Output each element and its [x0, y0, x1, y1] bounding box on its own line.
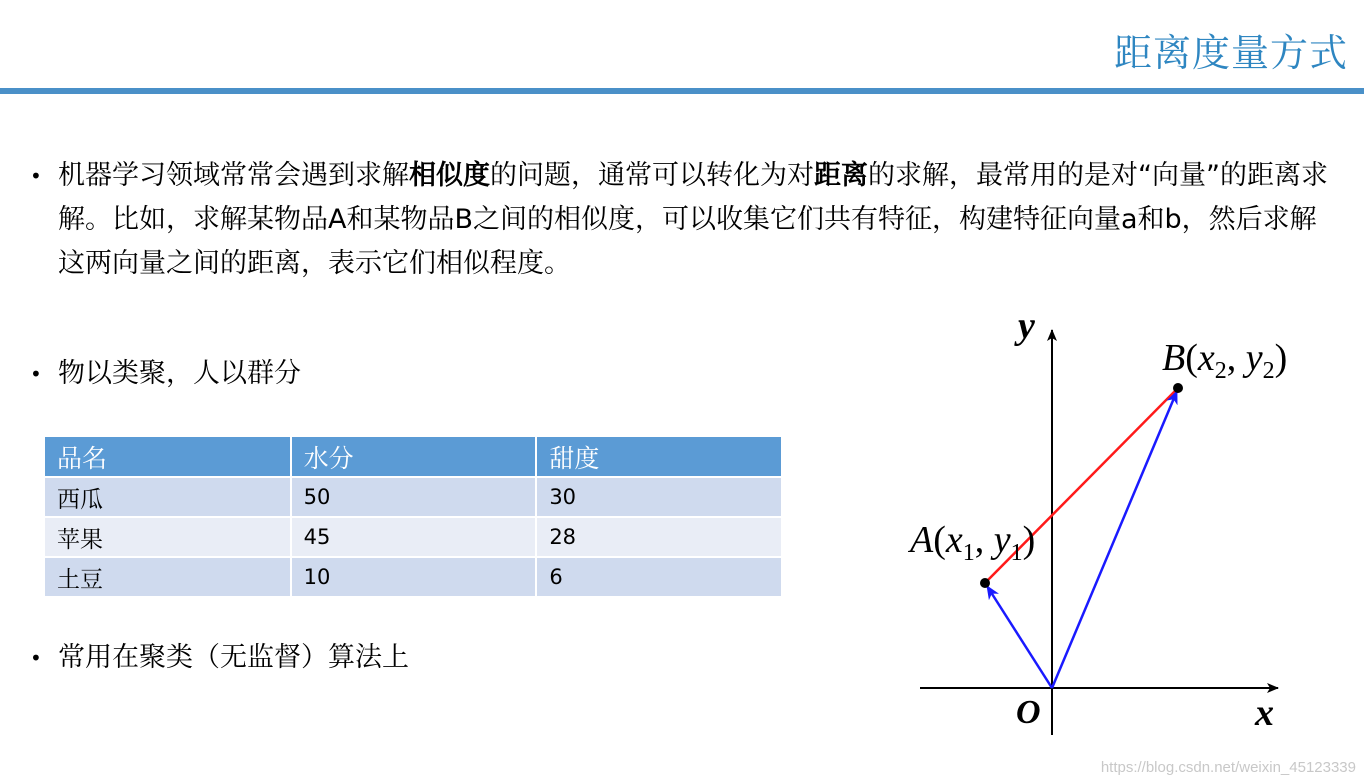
- point-a-y-sub: 1: [1010, 540, 1023, 566]
- column-header: 水分: [291, 437, 537, 477]
- bullet-text: [58, 154, 1340, 286]
- table-row: [45, 517, 782, 557]
- bullet-dot: •: [30, 646, 42, 670]
- table-cell: 苹果: [45, 517, 291, 557]
- table-cell: 30: [536, 477, 782, 517]
- table-header-row: [45, 437, 782, 477]
- bullet-dot: •: [30, 362, 42, 386]
- table-cell: 28: [536, 517, 782, 557]
- bullet-item-usage: [30, 636, 409, 680]
- bullet-dot: •: [30, 164, 42, 188]
- table-row: [45, 557, 782, 597]
- point-a-x-var: x: [945, 519, 963, 561]
- point-b-marker: [1173, 383, 1183, 393]
- vector-distance-diagram: [900, 300, 1320, 740]
- title-divider: [0, 88, 1364, 94]
- point-a-y-var: y: [993, 519, 1011, 561]
- origin-label: O: [1016, 694, 1041, 731]
- table-cell: 土豆: [45, 557, 291, 597]
- bold-term-similarity: 相似度: [409, 160, 490, 191]
- bold-term-distance: 距离: [814, 160, 868, 191]
- vector-ob: [1052, 391, 1177, 688]
- source-watermark: https://blog.csdn.net/weixin_45123339: [1100, 759, 1356, 776]
- bullet-item-similarity: [30, 154, 1340, 286]
- point-a-x-sub: 1: [962, 540, 975, 566]
- table-cell: 6: [536, 557, 782, 597]
- point-b-x-var: x: [1197, 337, 1215, 379]
- point-a-name: A: [910, 519, 934, 561]
- x-axis-label: x: [1255, 692, 1274, 734]
- table-cell: 10: [291, 557, 537, 597]
- table-row: [45, 477, 782, 517]
- column-header: 品名: [45, 437, 291, 477]
- bullet-item-clustering-proverb: [30, 352, 301, 396]
- table-cell: 45: [291, 517, 537, 557]
- point-a-label: $A(x_1$, $y_1$): [907, 519, 1035, 566]
- bullet-text: 物以类聚，人以群分: [58, 358, 301, 389]
- point-b-label: $B(x_2$, $y_2$): [1162, 337, 1288, 384]
- column-header: 甜度: [536, 437, 782, 477]
- point-b-y-sub: 2: [1262, 358, 1275, 384]
- slide-title: 距离度量方式: [1113, 31, 1348, 75]
- point-b-y-var: y: [1245, 337, 1263, 379]
- bullet-text: 常用在聚类（无监督）算法上: [58, 642, 409, 673]
- table-cell: 50: [291, 477, 537, 517]
- bullet-text-part: 机器学习领域常常会遇到求解: [58, 160, 409, 191]
- table-cell: 西瓜: [45, 477, 291, 517]
- bullet-text-part: 的求解，最常用的是对“向量”的距离求解。比如，求解某物品A和某物品B之间的相似度，可以收集它们共有特征，构建特征向量a和b，然后求解这两向量之间的距离，表示它们相似程度。: [58, 160, 1328, 279]
- point-b-name: B: [1162, 337, 1186, 379]
- point-a-marker: [980, 578, 990, 588]
- fruit-feature-table: [45, 437, 783, 598]
- vector-oa: [987, 586, 1052, 688]
- bullet-text-part: 的问题，通常可以转化为对: [490, 160, 814, 191]
- point-b-x-sub: 2: [1214, 358, 1227, 384]
- y-axis-label: y: [1018, 305, 1035, 347]
